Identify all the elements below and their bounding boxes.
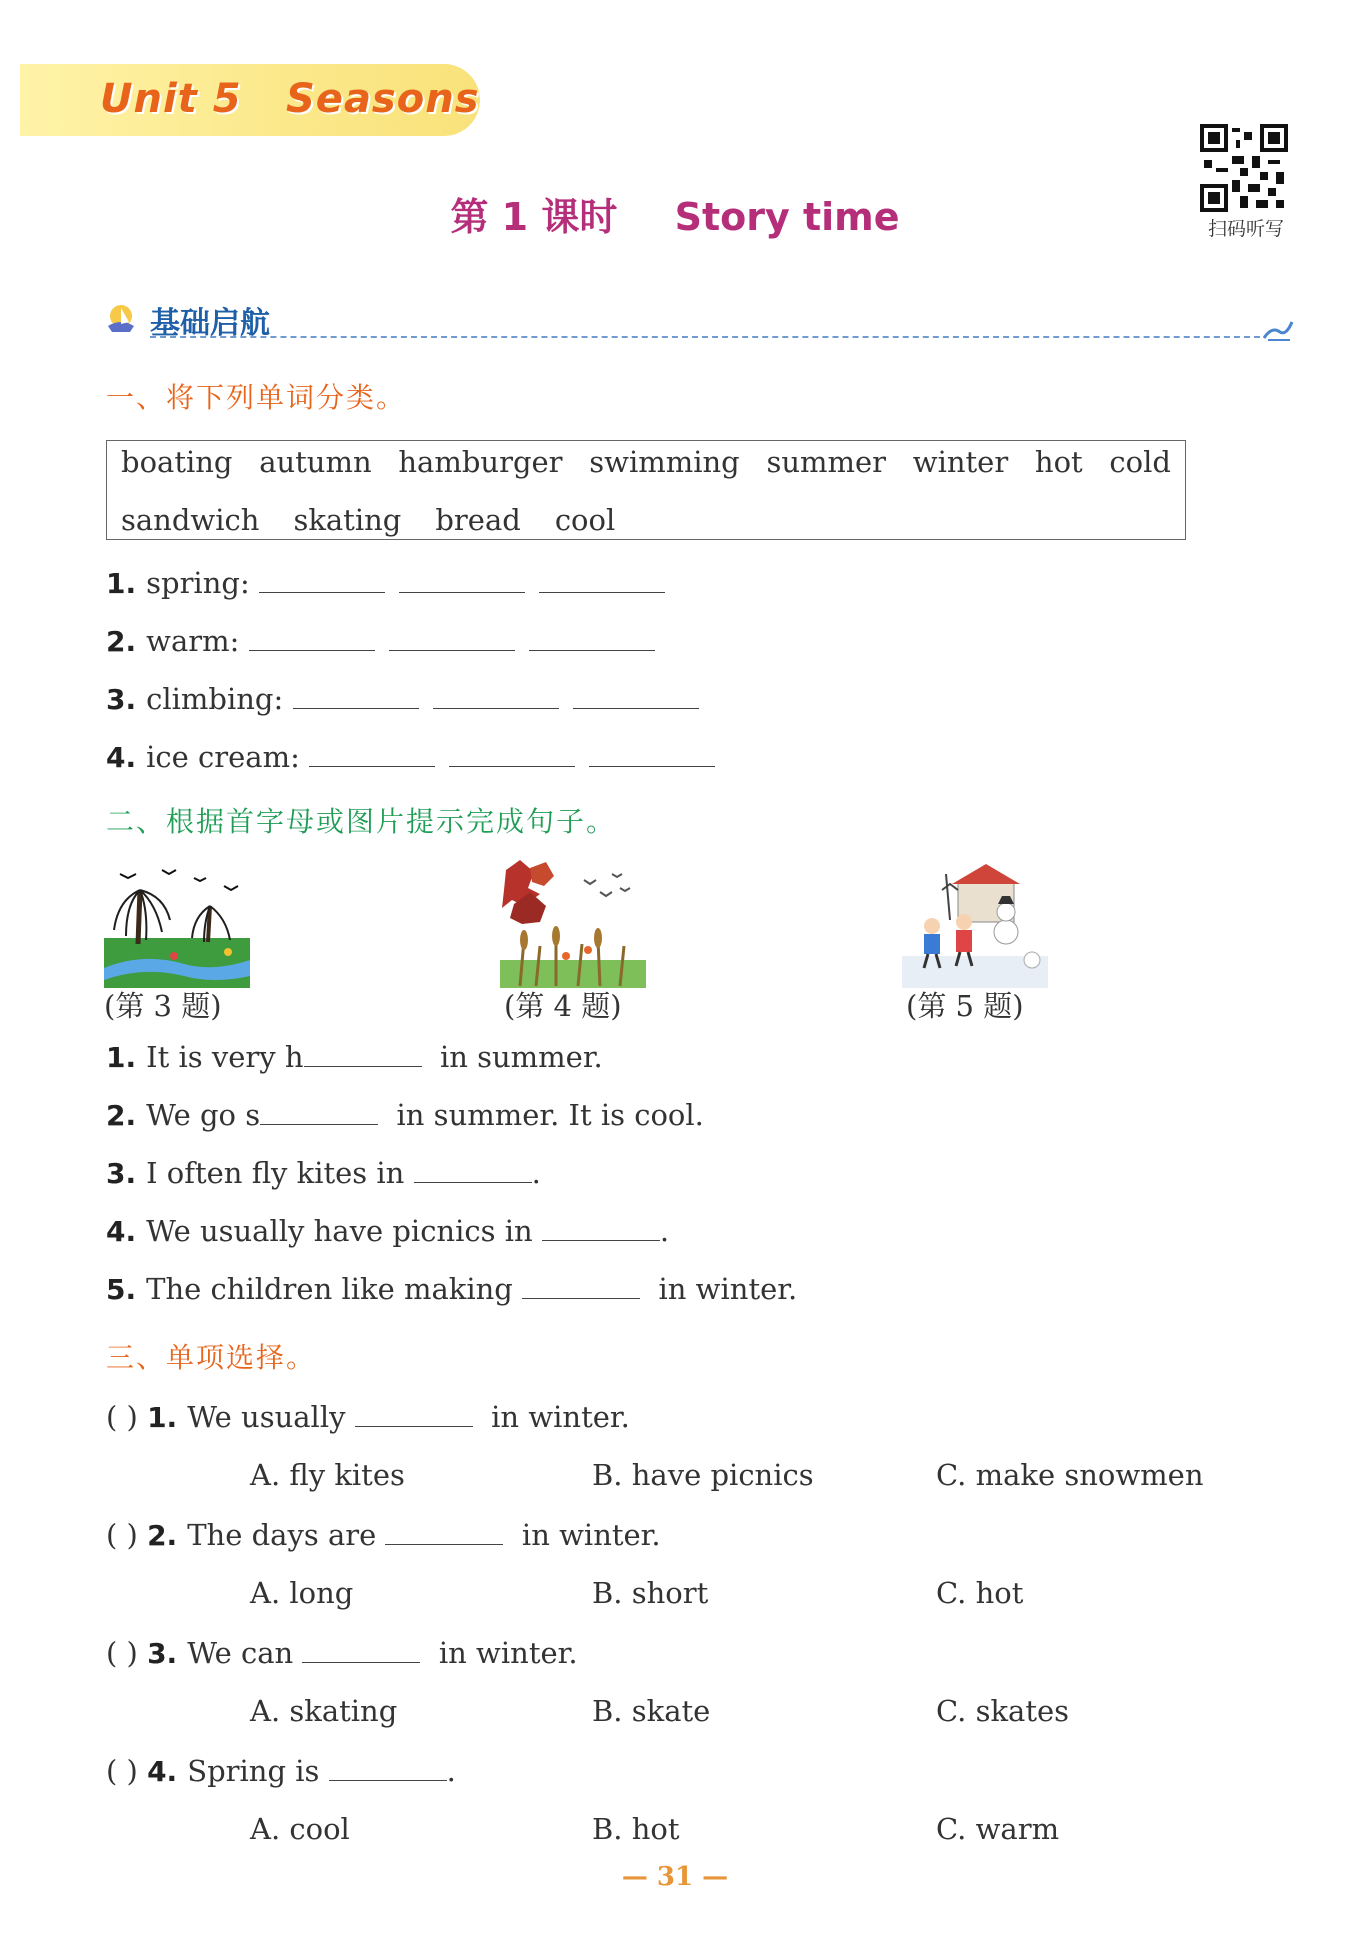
lesson-title-cn: 第 1 课时 — [450, 195, 618, 239]
answer-blank[interactable] — [304, 1044, 422, 1067]
qr-caption: 扫码听写 — [1207, 218, 1284, 240]
answer-blank[interactable] — [449, 744, 575, 767]
answer-blank[interactable] — [389, 628, 515, 651]
autumn-picture — [500, 860, 646, 988]
word: autumn — [259, 445, 372, 479]
answer-blank[interactable] — [414, 1160, 532, 1183]
answer-blank — [355, 1404, 473, 1427]
page-number: — 31 — — [621, 1862, 729, 1892]
wave-icon — [1262, 318, 1294, 342]
answer-blank[interactable] — [573, 686, 699, 709]
classify-item: 2. warm: — [106, 624, 669, 658]
answer-blank[interactable] — [522, 1276, 640, 1299]
choice-item: ( ) 1. We usually in winter. — [106, 1400, 630, 1434]
answer-blank — [329, 1758, 447, 1781]
choice-item: ( ) 2. The days are in winter. — [106, 1518, 661, 1552]
answer-blank[interactable] — [249, 628, 375, 651]
choice-item: ( ) 3. We can in winter. — [106, 1636, 578, 1670]
answer-blank — [385, 1522, 503, 1545]
picture-caption: (第 4 题) — [504, 989, 622, 1023]
word: swimming — [589, 445, 740, 479]
part1-title: 一、将下列单词分类。 — [106, 381, 407, 414]
word: hamburger — [398, 445, 563, 479]
answer-blank[interactable] — [399, 570, 525, 593]
lesson-title-en: Story time — [674, 195, 900, 239]
unit-topic: Seasons — [286, 76, 480, 122]
option-b[interactable]: B. short — [592, 1576, 709, 1610]
word: cold — [1109, 445, 1171, 479]
lesson-title — [0, 186, 1350, 241]
choice-item: ( ) 4. Spring is . — [106, 1754, 456, 1788]
sentence-item: 5. The children like making in winter. — [106, 1272, 798, 1306]
option-b[interactable]: B. hot — [592, 1812, 680, 1846]
section-title: 基础启航 — [150, 306, 270, 341]
answer-paren[interactable]: ( ) — [106, 1754, 138, 1788]
answer-paren[interactable]: ( ) — [106, 1400, 138, 1434]
answer-blank — [302, 1640, 420, 1663]
section-divider — [150, 336, 1260, 338]
spring-picture — [104, 860, 250, 988]
sentence-item: 2. We go s in summer. It is cool. — [106, 1098, 704, 1132]
word: bread — [435, 503, 521, 537]
sentence-item: 1. It is very h in summer. — [106, 1040, 603, 1074]
option-a[interactable]: A. cool — [250, 1812, 350, 1846]
answer-blank[interactable] — [529, 628, 655, 651]
qr-code-icon[interactable] — [1200, 124, 1288, 212]
unit-label: Unit 5 — [100, 76, 242, 122]
word: cool — [554, 503, 616, 537]
word: skating — [293, 503, 402, 537]
part2-title: 二、根据首字母或图片提示完成句子。 — [106, 805, 617, 838]
part3-title: 三、单项选择。 — [106, 1341, 317, 1374]
sentence-item: 3. I often fly kites in . — [106, 1156, 541, 1190]
option-c[interactable]: C. warm — [936, 1812, 1060, 1846]
answer-blank[interactable] — [542, 1218, 660, 1241]
option-b[interactable]: B. skate — [592, 1694, 711, 1728]
classify-item: 4. ice cream: — [106, 740, 729, 774]
answer-blank[interactable] — [259, 570, 385, 593]
classify-item: 3. climbing: — [106, 682, 713, 716]
option-a[interactable]: A. fly kites — [250, 1458, 405, 1492]
option-c[interactable]: C. skates — [936, 1694, 1070, 1728]
word-bank-row-1 — [121, 445, 1171, 479]
option-a[interactable]: A. long — [250, 1576, 354, 1610]
answer-paren[interactable]: ( ) — [106, 1636, 138, 1670]
answer-paren[interactable]: ( ) — [106, 1518, 138, 1552]
word-bank — [106, 440, 1186, 540]
answer-blank[interactable] — [260, 1102, 378, 1125]
option-c[interactable]: C. make snowmen — [936, 1458, 1204, 1492]
answer-blank[interactable] — [293, 686, 419, 709]
unit-banner — [20, 64, 480, 136]
winter-picture — [902, 860, 1048, 988]
word: sandwich — [121, 503, 260, 537]
word: boating — [121, 445, 233, 479]
picture-caption: (第 3 题) — [104, 989, 222, 1023]
answer-blank[interactable] — [589, 744, 715, 767]
answer-blank[interactable] — [309, 744, 435, 767]
answer-blank[interactable] — [433, 686, 559, 709]
sailboat-icon — [104, 302, 138, 336]
option-c[interactable]: C. hot — [936, 1576, 1024, 1610]
picture-caption: (第 5 题) — [906, 989, 1024, 1023]
answer-blank[interactable] — [539, 570, 665, 593]
option-b[interactable]: B. have picnics — [592, 1458, 814, 1492]
word: hot — [1034, 445, 1083, 479]
word: winter — [912, 445, 1009, 479]
option-a[interactable]: A. skating — [250, 1694, 398, 1728]
word-bank-row-2 — [121, 503, 1171, 537]
classify-item: 1. spring: — [106, 566, 679, 600]
sentence-item: 4. We usually have picnics in . — [106, 1214, 670, 1248]
word: summer — [766, 445, 887, 479]
